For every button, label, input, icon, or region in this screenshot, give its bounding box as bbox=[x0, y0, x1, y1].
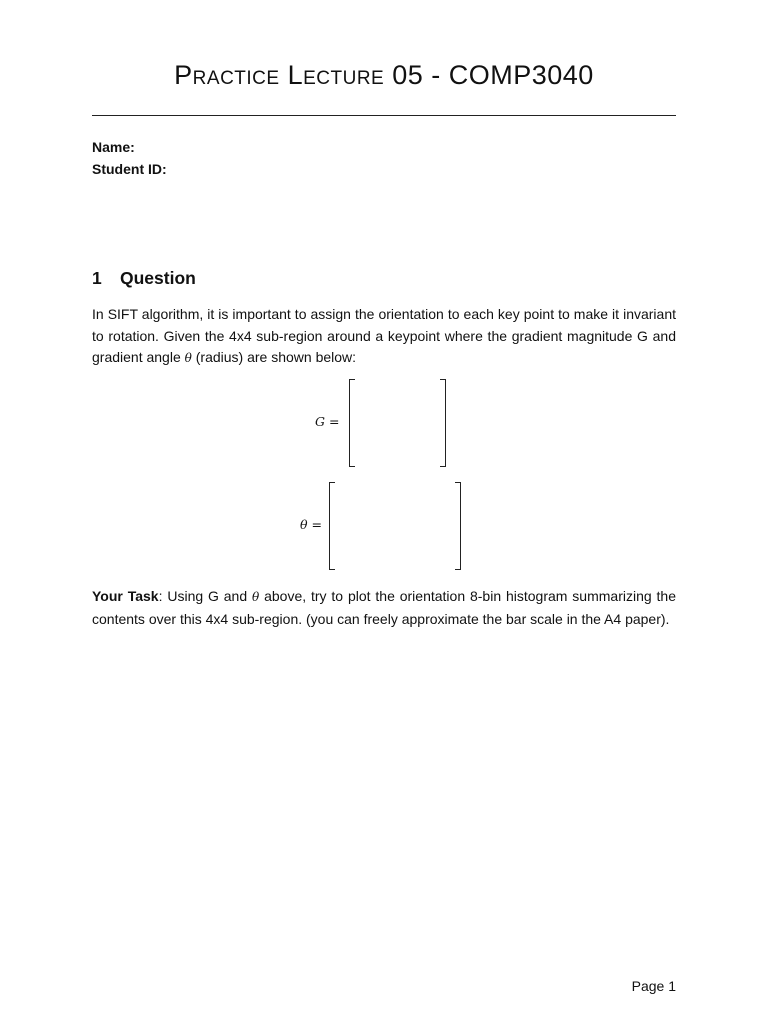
matrix-theta-equals: = bbox=[311, 517, 322, 532]
matrix-theta-right-bracket bbox=[455, 482, 461, 570]
matrix-g-left-bracket bbox=[349, 379, 355, 467]
section-number: 1 bbox=[92, 268, 102, 288]
title-divider bbox=[92, 115, 676, 116]
matrix-theta-label bbox=[300, 517, 322, 532]
task-label: Your Task bbox=[92, 588, 159, 604]
name-field-label: Name: bbox=[92, 139, 135, 155]
section-title: Question bbox=[120, 268, 196, 288]
page-title: Practice Lecture 05 - COMP3040 bbox=[174, 60, 594, 90]
task-paragraph bbox=[92, 586, 676, 630]
task-theta-symbol: θ bbox=[252, 590, 260, 604]
page-number: Page 1 bbox=[631, 978, 676, 994]
matrix-g-equals: = bbox=[328, 414, 340, 429]
matrix-g-label bbox=[315, 414, 339, 429]
matrix-theta-left-bracket bbox=[329, 482, 335, 570]
task-text-part2: above, try to plot the orientation 8-bin histogram summarizing the contents over this 4x4 sub-region. (you can freely approximate the bar scale in the A4 paper). bbox=[92, 588, 676, 627]
matrix-g-symbol: G bbox=[315, 414, 325, 429]
intro-text-part1: In SIFT algorithm, it is important to assign the orientation to each key point to make it invariant to rotation. Given the 4x4 sub-region around a keypoint where the gradient magnitude G and gradient angle bbox=[92, 306, 676, 365]
intro-text-part2: (radius) are shown below: bbox=[191, 349, 357, 365]
intro-paragraph bbox=[92, 304, 676, 370]
student-id-field-label: Student ID: bbox=[92, 161, 167, 177]
intro-theta-symbol: θ bbox=[184, 351, 192, 365]
section-heading bbox=[92, 268, 196, 289]
task-text-part1: : Using G and bbox=[158, 588, 252, 604]
matrix-theta-symbol: θ bbox=[300, 517, 308, 532]
matrix-g-right-bracket bbox=[440, 379, 446, 467]
